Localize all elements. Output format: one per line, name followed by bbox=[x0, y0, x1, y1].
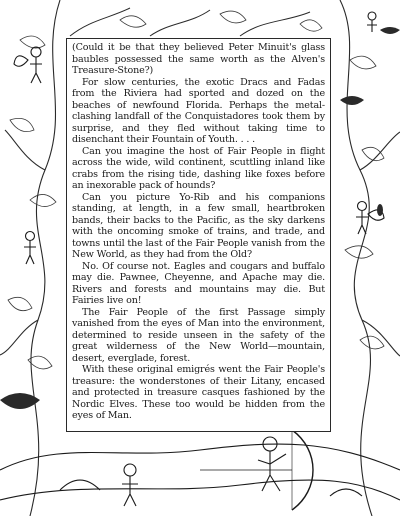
paragraph-4: Can you picture Yo-Rib and his companions standing, at length, in a few small, heartbroken bands, their backs to the Pacific, as the sky darkens with the oncoming smoke of trains, and trade, and towns until the last of the Fair People vanish from the New World, as they had from the Old? bbox=[72, 191, 325, 260]
text-frame bbox=[66, 38, 331, 432]
paragraph-2: For slow centuries, the exotic Dracs and Fadas from the Riviera had sported and dozed on the beaches of newfound Florida. Perhaps the metal-clashing landfall of the Conquistadores took them by surprise, and they fled without taking time to disenchant their Fountain of Youth. . . . bbox=[72, 76, 325, 145]
right-vines bbox=[340, 0, 400, 516]
bottom-forest-scene bbox=[0, 430, 400, 510]
left-vines bbox=[0, 0, 60, 516]
paragraph-5: No. Of course not. Eagles and cougars and buffalo may die. Pawnee, Cheyenne, and Apache may die. Rivers and forests and mountains may die. But Fairies live on! bbox=[72, 260, 325, 306]
paragraph-7: With these original emigrés went the Fair People's treasure: the wonderstones of their Litany, encased and protected in treasure casques fashioned by the Nordic Elves. These too would be hidden from the eyes of Man. bbox=[72, 364, 325, 421]
tree-branches-top bbox=[70, 8, 310, 36]
paragraph-6: The Fair People of the first Passage simply vanished from the eyes of Man into the environment, determined to reside unseen in the safety of the great wilderness of the New World—mountain, desert, everglade, forest. bbox=[72, 306, 325, 364]
paragraph-1: (Could it be that they believed Peter Minuit's glass baubles possessed the same worth as the Alven's Treasure-Stone?) bbox=[72, 42, 325, 76]
paragraph-3: Can you imagine the host of Fair People in flight across the wide, wild continent, scuttling inland like crabs from the rising tide, dashing like foxes before an inexorable pack of hounds? bbox=[72, 145, 325, 191]
